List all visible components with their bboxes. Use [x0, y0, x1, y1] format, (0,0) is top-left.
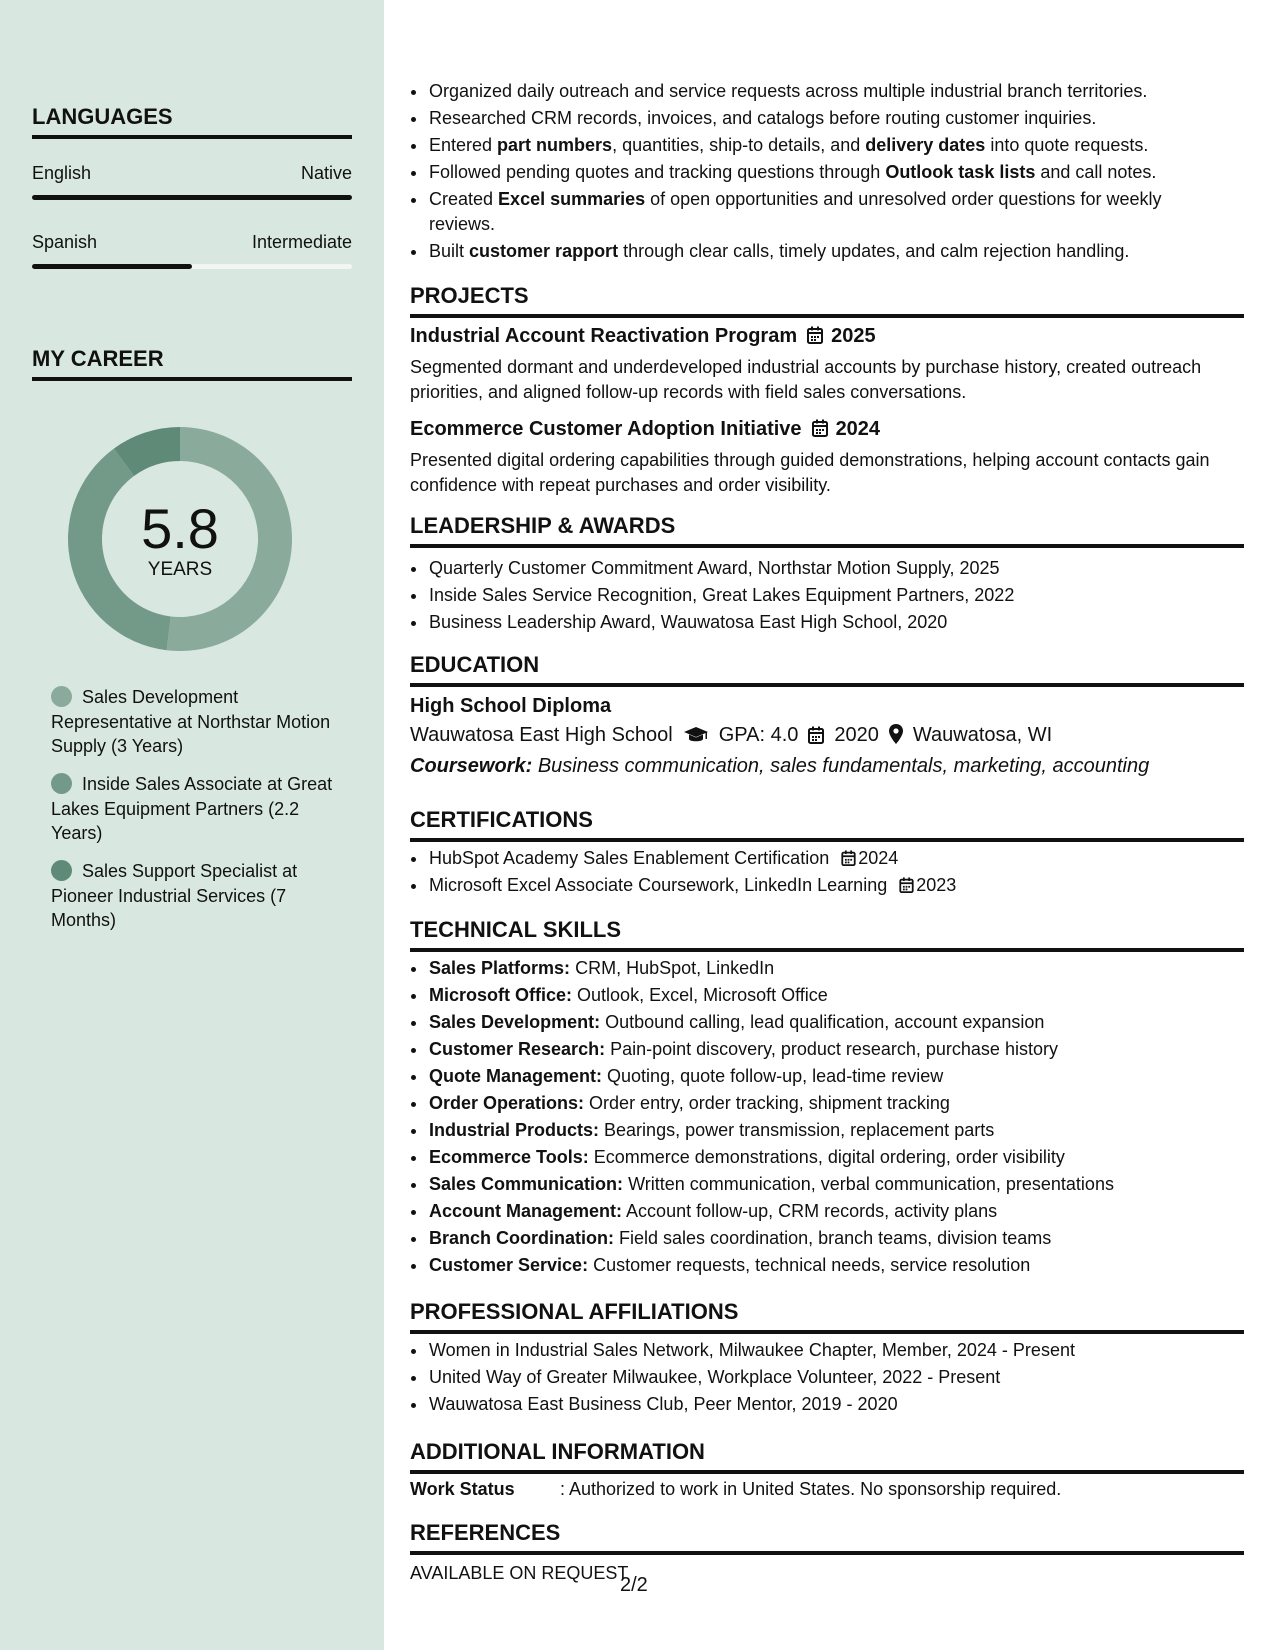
- bullet-text: Created: [429, 189, 499, 209]
- education-location: Wauwatosa, WI: [912, 724, 1053, 746]
- calendar-icon: [807, 326, 823, 344]
- skill-item: [428, 1198, 1228, 1225]
- skill-value: Order entry, order tracking, shipment tracking: [589, 1093, 950, 1113]
- references-text: AVAILABLE ON REQUEST: [410, 1563, 629, 1583]
- project-description: Presented digital ordering capabilities through guided demonstrations, helping account contacts gain confidence with repeat purchases and order visibility.: [410, 450, 1210, 495]
- calendar-icon: [808, 726, 824, 744]
- award-item: • Inside Sales Service Recognition, Great Lakes Equipment Partners, 2022: [428, 582, 1228, 609]
- language-bar: [32, 195, 352, 200]
- skills-heading: TECHNICAL SKILLS: [410, 917, 1244, 952]
- project-year: 2024: [835, 418, 881, 440]
- education-degree: High School Diploma: [410, 695, 612, 717]
- bullet-text: Researched CRM records, invoices, and catalogs before routing customer inquiries.: [429, 108, 1097, 128]
- career-legend-item: [51, 685, 341, 759]
- affiliations-list: [428, 1337, 1228, 1418]
- award-item: • Quarterly Customer Commitment Award, Northstar Motion Supply, 2025: [428, 555, 1228, 582]
- bullet-emphasis: delivery dates: [865, 135, 986, 155]
- certifications-heading: CERTIFICATIONS: [410, 807, 1244, 842]
- certification-item: [428, 845, 1228, 872]
- skill-label: Industrial Products:: [429, 1120, 600, 1140]
- experience-bullet: [428, 106, 1228, 131]
- skill-label: Quote Management:: [429, 1066, 603, 1086]
- affiliation-item: • Women in Industrial Sales Network, Milwaukee Chapter, Member, 2024 - Present: [428, 1337, 1228, 1364]
- education-school: Wauwatosa East High School: [410, 724, 673, 746]
- project-name: Ecommerce Customer Adoption Initiative: [410, 418, 802, 440]
- skill-label: Sales Development:: [429, 1012, 601, 1032]
- skill-item: [428, 1063, 1228, 1090]
- education-details: [410, 724, 1052, 747]
- bullet-text: Followed pending quotes and tracking questions through: [429, 162, 886, 182]
- career-legend-item: [51, 859, 341, 933]
- career-legend-text: Sales Support Specialist at Pioneer Industrial Services (7 Months): [51, 861, 298, 930]
- skill-item: [428, 1252, 1228, 1279]
- certification-year: 2023: [916, 875, 957, 895]
- projects-heading: PROJECTS: [410, 283, 1244, 318]
- skill-label: Sales Platforms:: [429, 958, 571, 978]
- skills-list: [428, 955, 1228, 1279]
- language-level: Intermediate: [251, 232, 352, 252]
- certification-item: [428, 872, 1228, 899]
- bullet-emphasis: part numbers: [497, 135, 613, 155]
- career-donut-chart: [66, 425, 294, 653]
- certification-name: HubSpot Academy Sales Enablement Certification: [429, 848, 830, 868]
- skill-label: Ecommerce Tools:: [429, 1147, 589, 1167]
- skill-label: Order Operations:: [429, 1093, 585, 1113]
- career-years-unit: YEARS: [147, 559, 213, 580]
- coursework-label: Coursework:: [410, 755, 533, 777]
- certification-year: 2024: [858, 848, 899, 868]
- career-legend-text: Inside Sales Associate at Great Lakes Equipment Partners (2.2 Years): [51, 774, 333, 843]
- skill-value: Field sales coordination, branch teams, division teams: [619, 1228, 1052, 1248]
- career-total-years: 5.8: [141, 497, 219, 560]
- bullet-text: and call notes.: [1035, 162, 1157, 182]
- work-status-value: : Authorized to work in United States. No sponsorship required.: [560, 1479, 1062, 1499]
- career-heading: MY CAREER: [32, 346, 352, 381]
- skill-label: Customer Service:: [429, 1255, 589, 1275]
- experience-bullet: [428, 160, 1228, 185]
- bullet-text: Entered: [429, 135, 498, 155]
- language-name: Spanish: [32, 232, 98, 252]
- legend-dot-icon: [51, 860, 72, 881]
- legend-dot-icon: [51, 686, 72, 707]
- language-bar-fill: [32, 195, 352, 200]
- skill-item: [428, 955, 1228, 982]
- skill-item: [428, 1171, 1228, 1198]
- certifications-list: [428, 845, 1228, 899]
- calendar-icon: [812, 419, 828, 437]
- bullet-emphasis: customer rapport: [469, 240, 619, 261]
- education-heading: EDUCATION: [410, 652, 1244, 687]
- additional-heading: ADDITIONAL INFORMATION: [410, 1439, 1244, 1474]
- affiliation-item: • United Way of Greater Milwaukee, Workplace Volunteer, 2022 - Present: [428, 1364, 1228, 1391]
- skill-item: [428, 1117, 1228, 1144]
- project-name: Industrial Account Reactivation Program: [410, 325, 798, 347]
- skill-value: Pain-point discovery, product research, purchase history: [610, 1039, 1058, 1059]
- skill-value: Ecommerce demonstrations, digital ordering, order visibility: [593, 1147, 1065, 1167]
- coursework-text: Business communication, sales fundamentals, marketing, accounting: [537, 755, 1150, 777]
- sidebar: [0, 0, 384, 1650]
- awards-heading: LEADERSHIP & AWARDS: [410, 513, 1244, 548]
- skill-item: [428, 1225, 1228, 1252]
- bullet-text: , quantities, ship-to details, and: [612, 135, 866, 155]
- skill-item: [428, 1036, 1228, 1063]
- skill-value: Quoting, quote follow-up, lead-time review: [607, 1066, 944, 1086]
- work-status-label: Work Status: [410, 1479, 515, 1499]
- skill-item: [428, 1009, 1228, 1036]
- experience-bullet: [428, 239, 1228, 264]
- language-row: [32, 232, 352, 253]
- project-year: 2025: [831, 325, 876, 347]
- project-title: [410, 325, 876, 348]
- language-level: Native: [300, 163, 352, 183]
- skill-value: Written communication, verbal communication, presentations: [628, 1174, 1114, 1194]
- language-row: [32, 163, 352, 184]
- language-name: English: [32, 163, 92, 183]
- skill-item: [428, 1144, 1228, 1171]
- experience-bullet: [428, 133, 1228, 158]
- location-pin-icon: [889, 724, 903, 744]
- page-number: 2/2: [620, 1574, 648, 1596]
- education-gpa: GPA: 4.0: [718, 724, 799, 746]
- education-coursework: [410, 755, 1149, 778]
- bullet-text: into quote requests.: [985, 135, 1149, 155]
- career-legend-item: [51, 772, 341, 846]
- skill-label: Branch Coordination:: [429, 1228, 614, 1248]
- affiliations-heading: PROFESSIONAL AFFILIATIONS: [410, 1299, 1244, 1334]
- skill-value: Bearings, power transmission, replacement parts: [604, 1120, 995, 1140]
- bullet-text: Built: [429, 240, 470, 261]
- affiliation-item: • Wauwatosa East Business Club, Peer Mentor, 2019 - 2020: [428, 1391, 1228, 1418]
- bullet-text: Organized daily outreach and service requests across multiple industrial branch territories.: [429, 81, 1148, 101]
- legend-dot-icon: [51, 773, 72, 794]
- skill-value: CRM, HubSpot, LinkedIn: [575, 958, 775, 978]
- skill-value: Outbound calling, lead qualification, account expansion: [605, 1012, 1045, 1032]
- skill-value: Outlook, Excel, Microsoft Office: [577, 985, 828, 1005]
- award-item: • Business Leadership Award, Wauwatosa East High School, 2020: [428, 609, 1228, 636]
- bullet-text: through clear calls, timely updates, and calm rejection handling.: [618, 240, 1130, 261]
- experience-bullet: [428, 187, 1228, 236]
- main-content: [410, 0, 1244, 1650]
- bullet-text: of open opportunities and unresolved order questions for weekly reviews.: [429, 189, 1162, 234]
- work-status-row: [410, 1479, 1061, 1500]
- skill-label: Microsoft Office:: [429, 985, 573, 1005]
- career-legend-text: Sales Development Representative at Northstar Motion Supply (3 Years): [51, 687, 331, 756]
- education-year: 2020: [834, 724, 879, 746]
- experience-bullets: [428, 79, 1228, 266]
- bullet-emphasis: Outlook task lists: [885, 162, 1036, 182]
- languages-heading: LANGUAGES: [32, 104, 352, 139]
- skill-item: [428, 982, 1228, 1009]
- language-bar-fill: [32, 264, 192, 269]
- bullet-emphasis: Excel summaries: [498, 189, 646, 209]
- skill-label: Sales Communication:: [429, 1174, 624, 1194]
- skill-label: Customer Research:: [429, 1039, 606, 1059]
- language-bar: [32, 264, 352, 269]
- skill-item: [428, 1090, 1228, 1117]
- skill-value: Account follow-up, CRM records, activity plans: [626, 1201, 998, 1221]
- project-title: [410, 418, 880, 441]
- experience-bullet: [428, 79, 1228, 104]
- references-heading: REFERENCES: [410, 1520, 1244, 1555]
- awards-list: [428, 555, 1228, 636]
- graduation-cap-icon: [683, 726, 709, 744]
- skill-label: Account Management:: [429, 1201, 623, 1221]
- project-description: Segmented dormant and underdeveloped industrial accounts by purchase history, created outreach priorities, and aligned follow-up records with field sales conversations.: [410, 357, 1202, 402]
- calendar-icon: [899, 877, 914, 893]
- calendar-icon: [841, 850, 856, 866]
- skill-value: Customer requests, technical needs, service resolution: [593, 1255, 1031, 1275]
- certification-name: Microsoft Excel Associate Coursework, LinkedIn Learning: [429, 875, 888, 895]
